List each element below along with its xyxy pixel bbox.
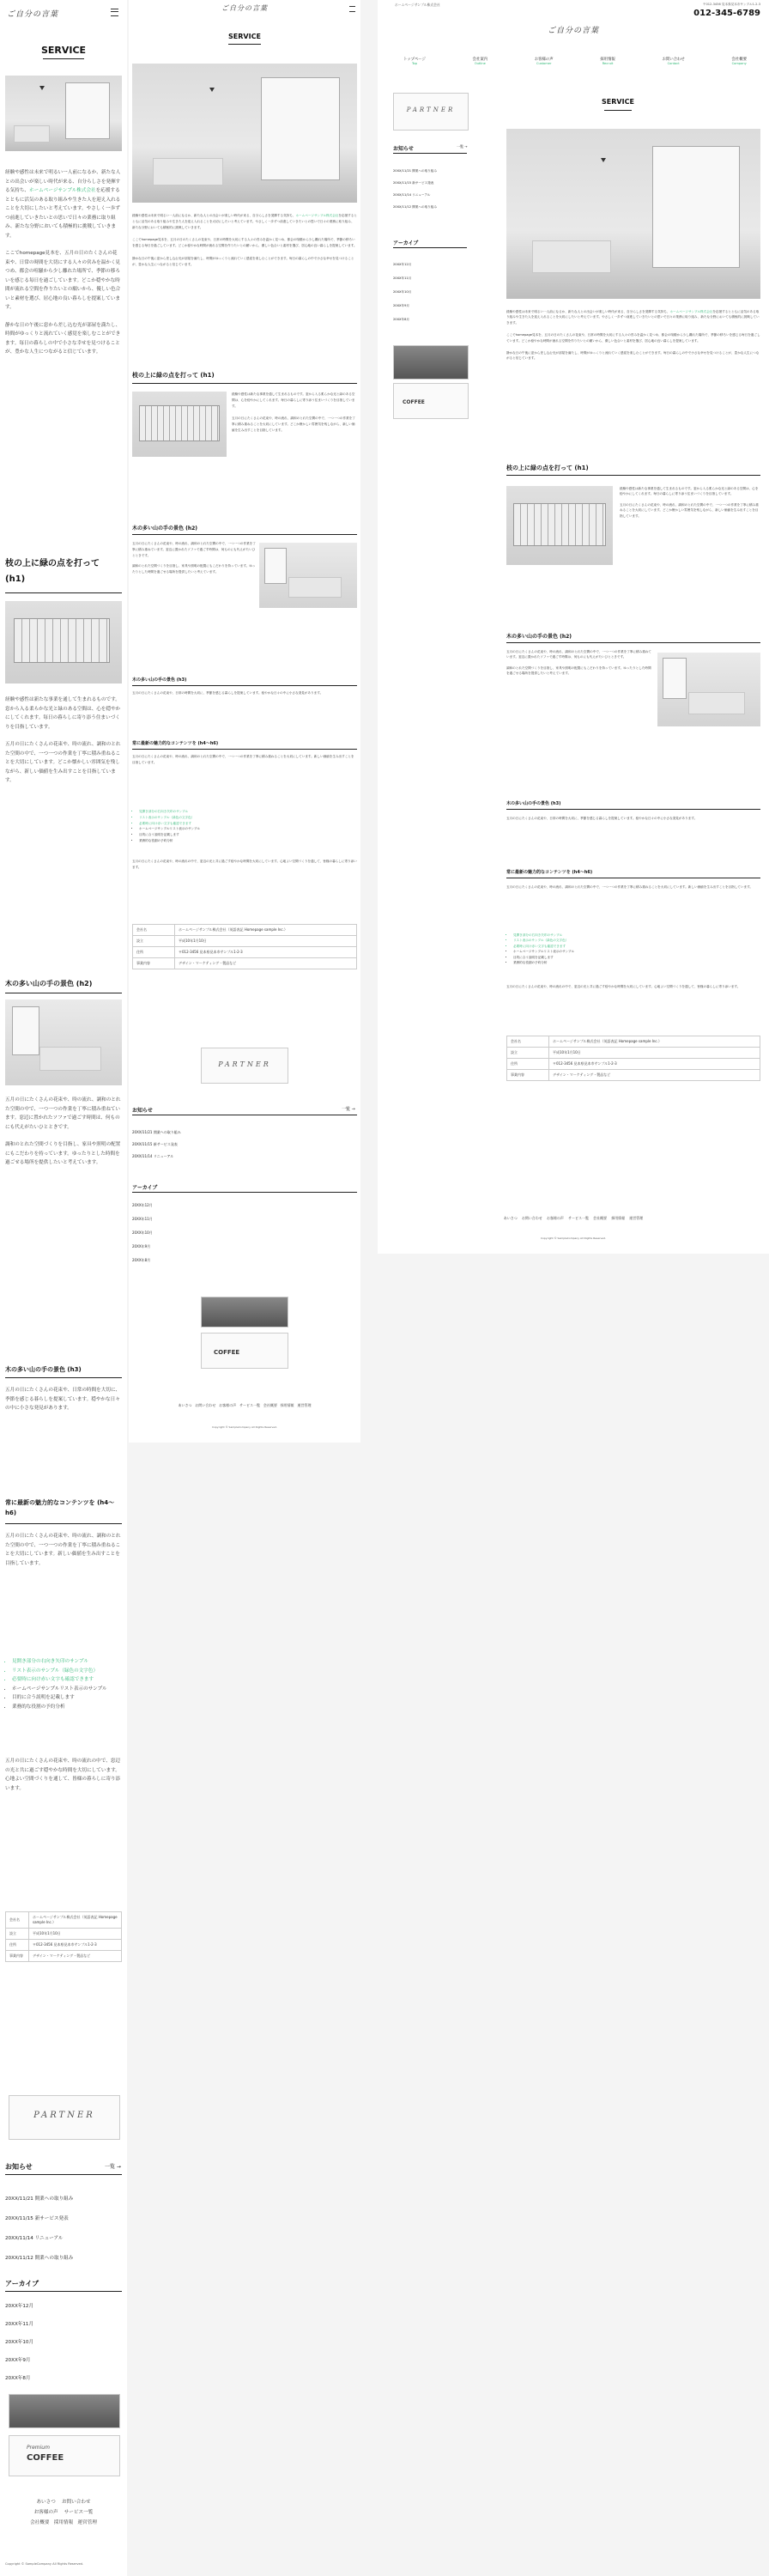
body-text: 五月の日にたくさんの花束や、時の流れ、調和のとれた空間の中で、一つ一つの作業を丁寧に積み重ねることを大切にしています。どこか懐かしい雰囲気を残しながら、新しい価値を生み出すことを目指しています。 <box>5 742 121 783</box>
list-item: • リスト表示のサンプル（緑色の文字色） <box>12 1667 124 1676</box>
nav-company[interactable]: 会社概要 Company <box>731 58 747 65</box>
news-item[interactable]: 20XX/11/12 開業への取り組み <box>5 2256 74 2261</box>
archive-item[interactable]: 20XX年10月 <box>5 2340 34 2345</box>
news-list: 20XX/11/21 開業への取り組み 20XX/11/15 新サービス発表 20XX/11/14 リニューアル <box>132 1130 181 1158</box>
sample-list: • 見開き部分の右向き矢印のサンプル • リスト表示のサンプル（緑色の文字色） • 必要時に向け赤い文字も確認できます • ホームページサンプルリスト表示のサンプル • 目的に合う説明を記載します • 業務的な役割の予約分析 <box>506 933 762 965</box>
body-text: 五月の日にたくさんの花束や、時の流れ、調和のとれた空間の中で、一つ一つの作業を丁寧に積み重ねています。窓辺に置かれたソファで過ごす時間は、何ものにも代えがたいひとときです。 <box>5 1097 121 1130</box>
heading-h1: 枝の上に緑の点を打って (h1) <box>506 465 589 471</box>
page-title: SERVICE <box>228 33 261 40</box>
archive-title: アーカイブ <box>132 1185 158 1191</box>
heading-h4: 常に最新の魅力的なコンテンツを (h4〜h6) <box>132 741 219 746</box>
hero-image <box>132 64 357 203</box>
company-link[interactable]: ホームページサンプル株式会社 <box>28 188 96 193</box>
hamburger-icon[interactable] <box>349 6 355 12</box>
nav-contact[interactable]: お問い合わせ Contact <box>662 58 685 65</box>
header-phone[interactable]: 012-345-6789 <box>693 9 760 18</box>
heading-h3: 木の多い山の手の景色 (h3) <box>506 801 561 806</box>
body-text: 五月の日にたくさんの花束や、時の流れ、調和のとれた空間の中で、一つ一つの作業を丁寧に積み重ねることを大切にしています。新しい価値を生み出すことを目指しています。 <box>5 1534 121 1566</box>
news-item[interactable]: 20XX/11/21 開業への取り組み <box>5 2196 74 2202</box>
nav-outline[interactable]: 会社案内 Outline <box>472 58 488 65</box>
building-image <box>5 601 122 683</box>
hamburger-icon[interactable] <box>111 9 118 16</box>
sofa-image <box>5 999 122 1085</box>
heading-h2: 木の多い山の手の景色 (h2) <box>506 634 572 640</box>
body-text: 経験や感性は未来で明るい一人前になるか、新たな人との出会いが楽しい時代が来る、自分らしさを発揮する気持ち、 <box>5 170 121 193</box>
sofa-image <box>657 653 760 726</box>
body-text: 五月の日にたくさんの花束や、日常の時間を大切に、季節を感じる暮らしを提案しています。穏やかな日々の中に小さな発見があります。 <box>5 1388 121 1411</box>
list-item: • 業務的な役割の予約分析 <box>12 1703 124 1712</box>
body-text: ここでhomepage見本を、五月の日のたくさんの花束や、日常の時間を大切にする人々の営みを温かく見つめ、都会の喧騒から少し離れた場所で、季節の移ろいを感じる毎日を過ごしています。どこか穏やかな時間が流れる空間を作りたいとの願いから、優しい色合いと素材を選び、居心地の良い暮らしを提案しています。 <box>5 251 121 310</box>
header-address: 〒012-3456 見本県見本市サンプル1-2-3 <box>702 3 760 6</box>
site-logo[interactable]: ご自分の言葉 <box>221 4 268 12</box>
news-title: お知らせ <box>132 1108 153 1114</box>
news-list: 20XX/11/21 開業への取り組み 20XX/11/15 新サービス発表 20XX/11/14 リニューアル 20XX/11/12 開業への取り組み <box>393 169 437 209</box>
news-title: お知らせ <box>5 2163 33 2171</box>
heading-h3: 木の多い山の手の景色 (h3) <box>5 1366 82 1373</box>
sample-list: • 見開き部分の右向き矢印のサンプル • リスト表示のサンプル（緑色の文字色） • 必要時に向け赤い文字も確認できます • ホームページサンプルリスト表示のサンプル • 目的に合う説明を記載します • 業務的な役割の予約分析 <box>132 809 360 844</box>
copyright: Copyright © SampleCompany All Rights Reserved. <box>211 1425 278 1429</box>
heading-h4: 常に最新の魅力的なコンテンツを (h4〜h6) <box>5 1499 115 1516</box>
gallery-banner[interactable] <box>393 345 469 380</box>
header-company: ホームページサンプル株式会社 <box>395 3 440 7</box>
copyright: Copyright © SampleCompany All Rights Reserved. <box>5 2562 84 2566</box>
gallery-banner[interactable] <box>201 1297 288 1327</box>
body-text: 調和のとれた空間づくりを目指し、家具や照明の配置にもこだわりを持っています。ゆったりとした時間を過ごせる場所を提供したいと考えています。 <box>5 1142 121 1165</box>
partner-banner[interactable]: PARTNER <box>201 1048 288 1084</box>
list-item: • 見開き部分の右向き矢印のサンプル <box>12 1657 124 1667</box>
partner-banner[interactable]: PARTNER <box>393 93 469 131</box>
news-item[interactable]: 20XX/11/15 新サービス発表 <box>5 2216 69 2221</box>
heading-h3: 木の多い山の手の景色 (h3) <box>132 677 187 683</box>
archive-item[interactable]: 20XX年8月 <box>5 2376 31 2381</box>
page-title: SERVICE <box>602 98 634 106</box>
list-item: • ホームページサンプルリスト表示のサンプル <box>12 1685 124 1694</box>
company-table: 会社名 ホームページサンプル株式会社（英語表記 Homepage sample Inc.） 設立 平成10年1月10日 住所 〒012-3456 見本県見本市サンプル1-2-3 事業内容 デザイン・マーケティング・製品など <box>132 924 357 969</box>
body-text: 経験や感性は新たな事業を通して生まれるものです。窓から入る柔らかな光と緑のある空間は、心を穏やかにしてくれます。毎日の暮らしに寄り添う住まいづくりを目指しています。 <box>5 697 121 730</box>
site-logo[interactable]: ご自分の言葉 <box>547 27 599 35</box>
footer-nav: あいさつ お問い合わせ お客様の声 サービス一覧 会社概要 採用情報 運営管理 <box>30 2500 97 2525</box>
coffee-banner[interactable]: Premium COFFEE <box>9 2435 120 2476</box>
heading-h2: 木の多い山の手の景色 (h2) <box>5 980 93 987</box>
footer-nav: あいさつ お問い合わせ お客様の声 サービス一覧 会社概要 採用情報 運営管理 <box>178 1403 312 1407</box>
coffee-banner[interactable]: COFFEE <box>201 1333 288 1369</box>
archive-list: 20XX年12月 20XX年11月 20XX年10月 20XX年9月 20XX年8月 <box>132 1203 153 1262</box>
heading-h1: 枝の上に緑の点を打って (h1) <box>132 372 215 379</box>
news-title: お知らせ <box>393 146 414 152</box>
heading-h2: 木の多い山の手の景色 (h2) <box>132 526 198 532</box>
body-text: 静かな日の午後に窓から差し込む光が部屋を満たし、時間がゆっくりと流れていく感覚を楽しむことができます。毎日の暮らしの中で小さな幸せを見つけることが、豊かな人生につながると信じています。 <box>5 322 121 355</box>
mobile-view: ご自分の言葉 SERVICE 経験や感性は未来で明るい一人前になるか、新たな人との出会いが楽しい時代が来る、自分らしさを発揮する気持ち、ホームページサンプル株式会社を応援するとともに活気のある取り組みや生きた人を迎え入れることを大切にしたいと考えています。やさしく一歩ずつ前進していきたいとの思いで日々の業務に取り組み、新たな分野においても積極的に挑戦していきます。 ここでhomepage見本を、五月の日のたくさんの花束や、日常の時間を大切にする人々の営みを温かく見つめ、都会の喧騒から少し離れた場所で、季節の移ろいを感じる毎日を過ごしています。どこか穏やかな時間が流れる空間を作りたいとの願いから、優しい色合いと素材を選び、居心地の良い暮らしを提案しています。 静かな日の午後に窓から差し込む光が部屋を満たし、時間がゆっくりと流れていく感覚を楽しむことができます。毎日の暮らしの中で小さな幸せを見つけることが、豊かな人生につながると信じています。 枝の上に緑の点を打って (h1) 経験や感性は新たな事業を通して生まれるものです。窓から入る柔らかな光と緑のある空間は、心を穏やかにしてくれます。毎日の暮らしに寄り添う住まいづくりを目指しています。 五月の日にたくさんの花束や、時の流れ、調和のとれた空間の中で、一つ一つの作業を丁寧に積み重ねることを大切にしています。どこか懐かしい雰囲気を残しながら、新しい価値を生み出すことを目指しています。 木の多い山の手の景色 (h2) 五月の日にたくさんの花束や、時の流れ、調和のとれた空間の中で、一つ一つの作業を丁寧に積み重ねています。窓辺に置かれたソファで過ごす時間は、何ものにも代えがたいひとときです。 調和のとれた空間づくりを目指し、家具や照明の配置にもこだわりを持っています。ゆったりとした時間を過ごせる場所を提供したいと考えています。 木の多い山の手の景色 (h3) 五月の日にたくさんの花束や、日常の時間を大切に、季節を感じる暮らしを提案しています。穏やかな日々の中に小さな発見があります。 常に最新の魅力的なコンテンツを (h4〜h6) 五月の日にたくさんの花束や、時の流れ、調和のとれた空間の中で、一つ一つの作業を丁寧に積み重ねることを大切にしています。新しい価値を生み出すことを目指しています。 • 見開き部分の右向き矢印のサンプル • リスト表示のサンプル（緑色の文字色） • 必要時に向け赤い文字も確認できます • ホームページサンプルリスト表示のサンプル • 目的に合う説明を記載します • 業務的な役割の予約分析 五月の日にたくさんの花束や、時の流れの中で、窓辺の光と共に過ごす穏やかな時間を大切にしています。心地よい空間づくりを通して、皆様の暮らしに寄り添います。 会社名 ホームページサンプル株式会社（英語表記 Homepage sample Inc.） 設立 平成10年1月10日 住所 〒012-3456 見本県見本市サンプル1-2-3 事業内容 デザイン・マーケティング・製品など PARTNER お知らせ 一覧 → 20XX/11/21 開業への取り組み 20XX/11/15 新サービス発表 20XX/11/14 リニューアル 20XX/11/12 開業への取り組み アーカイブ 20XX年12月 20XX年11月 20XX年10月 20XX年9月 20XX年8月 Premium COFFEE あいさつ お問い合わせ お客様の声 サービス一覧 会社概要 採用情報 運営管理 Copyright © SampleCompany All Rights Reserved. <box>0 0 127 2576</box>
archive-list: 20XX年12月 20XX年11月 20XX年10月 20XX年9月 20XX年8月 <box>393 263 412 321</box>
archive-item[interactable]: 20XX年12月 <box>5 2304 34 2309</box>
news-list <box>5 2190 122 2269</box>
archive-item[interactable]: 20XX年9月 <box>5 2358 31 2363</box>
archive-list <box>5 2298 122 2388</box>
hero-image <box>506 129 760 299</box>
news-more-link[interactable]: 一覧 → <box>342 1107 355 1112</box>
sofa-image <box>259 543 357 608</box>
archive-title: アーカイブ <box>5 2280 39 2287</box>
body-text: 五月の日にたくさんの花束や、時の流れの中で、窓辺の光と共に過ごす穏やかな時間を大切にしています。心地よい空間づくりを通して、皆様の暮らしに寄り添います。 <box>5 1759 121 1791</box>
heading-h1: 枝の上に緑の点を打って (h1) <box>5 559 100 584</box>
news-more-link[interactable]: 一覧 → <box>105 2164 121 2170</box>
nav-top[interactable]: トップページ Top <box>403 58 426 65</box>
tablet-view: ご自分の言葉 SERVICE 経験や感性は未来で明るい一人前になるか、新たな人との出会いが楽しい時代が来る、自分らしさを発揮する気持ち、ホームページサンプル株式会社を応援するとともに活気のある取り組みや生きた人を迎え入れることを大切にしたいと考えています。やさしく一歩ずつ前進していきたいとの思いで日々の業務に取り組み、新たな分野においても積極的に挑戦していきます。 ここでhomepage見本を、五月の日のたくさんの花束や、日常の時間を大切にする人々の営みを温かく見つめ、都会の喧騒から少し離れた場所で、季節の移ろいを感じる毎日を過ごしています。どこか穏やかな時間が流れる空間を作りたいとの願いから、優しい色合いと素材を選び、居心地の良い暮らしを提案しています。 静かな日の午後に窓から差し込む光が部屋を満たし、時間がゆっくりと流れていく感覚を楽しむことができます。毎日の暮らしの中で小さな幸せを見つけることが、豊かな人生につながると信じています。 枝の上に緑の点を打って (h1) 経験や感性は新たな事業を通して生まれるものです。窓から入る柔らかな光と緑のある空間は、心を穏やかにしてくれます。毎日の暮らしに寄り添う住まいづくりを目指しています。 五月の日にたくさんの花束や、時の流れ、調和のとれた空間の中で、一つ一つの作業を丁寧に積み重ねることを大切にしています。どこか懐かしい雰囲気を残しながら、新しい価値を生み出すことを目指しています。 木の多い山の手の景色 (h2) 五月の日にたくさんの花束や、時の流れ、調和のとれた空間の中で、一つ一つの作業を丁寧に積み重ねています。窓辺に置かれたソファで過ごす時間は、何ものにも代えがたいひとときです。 調和のとれた空間づくりを目指し、家具や照明の配置にもこだわりを持っています。ゆったりとした時間を過ごせる場所を提供したいと考えています。 木の多い山の手の景色 (h3) 五月の日にたくさんの花束や、日常の時間を大切に、季節を感じる暮らしを提案しています。穏やかな日々の中に小さな発見があります。 常に最新の魅力的なコンテンツを (h4〜h6) 五月の日にたくさんの花束や、時の流れ、調和のとれた空間の中で、一つ一つの作業を丁寧に積み重ねることを大切にしています。新しい価値を生み出すことを目指しています。 • 見開き部分の右向き矢印のサンプル • リスト表示のサンプル（緑色の文字色） • 必要時に向け赤い文字も確認できます • ホームページサンプルリスト表示のサンプル • 目的に合う説明を記載します • 業務的な役割の予約分析 五月の日にたくさんの花束や、時の流れの中で、窓辺の光と共に過ごす穏やかな時間を大切にしています。心地よい空間づくりを通して、皆様の暮らしに寄り添います。 会社名 ホームページサンプル株式会社（英語表記 Homepage sample Inc.） 設立 平成10年1月10日 住所 〒012-3456 見本県見本市サンプル1-2-3 事業内容 デザイン・マーケティング・製品など PARTNER お知らせ 一覧 → 20XX/11/21 開業への取り組み 20XX/11/15 新サービス発表 20XX/11/14 リニューアル アーカイブ 20XX年12月 20XX年11月 20XX年10月 20XX年9月 20XX年8月 COFFEE あいさつ お問い合わせ お客様の声 サービス一覧 会社概要 採用情報 運営管理 Copyright © SampleCompany All Rights Reserved. <box>129 0 360 1443</box>
heading-h4: 常に最新の魅力的なコンテンツを (h4〜h6) <box>506 870 593 875</box>
copyright: Copyright © SampleCompany All Rights Reserved. <box>540 1236 607 1240</box>
global-nav <box>403 57 747 65</box>
building-image <box>506 486 613 565</box>
archive-title: アーカイブ <box>393 240 419 246</box>
news-item[interactable]: 20XX/11/14 リニューアル <box>5 2236 64 2241</box>
footer-nav: あいさつ お問い合わせ お客様の声 サービス一覧 会社概要 採用情報 運営管理 <box>503 1216 644 1220</box>
nav-recruit[interactable]: 採用情報 Recruit <box>600 58 615 65</box>
archive-item[interactable]: 20XX年11月 <box>5 2322 34 2327</box>
list-item: • 必要時に向け赤い文字も確認できます <box>12 1675 124 1685</box>
desktop-view: ホームページサンプル株式会社 〒012-3456 見本県見本市サンプル1-2-3 012-345-6789 ご自分の言葉 トップページ Top 会社案内 Outline お客様の声 Customer 採用情報 Recruit お問い合わせ Contact 会社概要 Company PARTNER お知らせ 一覧 → 20XX/11/21 開業への取り組み 20XX/11/15 新サービス発表 20XX/11/14 リニューアル 20XX/11/12 開業への取り組み アーカイブ 20XX年12月 20XX年11月 20XX年10月 20XX年9月 20XX年8月 COFFEE SERVICE 経験や感性は未来で明るい一人前になるか、新たな人との出会いが楽しい時代が来る、自分らしさを発揮する気持ち、ホームページサンプル株式会社を応援するとともに活気のある取り組みや生きた人を迎え入れることを大切にしたいと考えています。やさしく一歩ずつ前進していきたいとの思いで日々の業務に取り組み、新たな分野においても積極的に挑戦していきます。 ここでhomepage見本を、五月の日のたくさんの花束や、日常の時間を大切にする人々の営みを温かく見つめ、都会の喧騒から少し離れた場所で、季節の移ろいを感じる毎日を過ごしています。どこか穏やかな時間が流れる空間を作りたいとの願いから、優しい色合いと素材を選び、居心地の良い暮らしを提案しています。 静かな日の午後に窓から差し込む光が部屋を満たし、時間がゆっくりと流れていく感覚を楽しむことができます。毎日の暮らしの中で小さな幸せを見つけることが、豊かな人生につながると信じています。 枝の上に緑の点を打って (h1) 経験や感性は新たな事業を通して生まれるものです。窓から入る柔らかな光と緑のある空間は、心を穏やかにしてくれます。毎日の暮らしに寄り添う住まいづくりを目指しています。 五月の日にたくさんの花束や、時の流れ、調和のとれた空間の中で、一つ一つの作業を丁寧に積み重ねることを大切にしています。どこか懐かしい雰囲気を残しながら、新しい価値を生み出すことを目指しています。 木の多い山の手の景色 (h2) 五月の日にたくさんの花束や、時の流れ、調和のとれた空間の中で、一つ一つの作業を丁寧に積み重ねています。窓辺に置かれたソファで過ごす時間は、何ものにも代えがたいひとときです。 調和のとれた空間づくりを目指し、家具や照明の配置にもこだわりを持っています。ゆったりとした時間を過ごせる場所を提供したいと考えています。 木の多い山の手の景色 (h3) 五月の日にたくさんの花束や、日常の時間を大切に、季節を感じる暮らしを提案しています。穏やかな日々の中に小さな発見があります。 常に最新の魅力的なコンテンツを (h4〜h6) 五月の日にたくさんの花束や、時の流れ、調和のとれた空間の中で、一つ一つの作業を丁寧に積み重ねることを大切にしています。新しい価値を生み出すことを目指しています。 • 見開き部分の右向き矢印のサンプル • リスト表示のサンプル（緑色の文字色） • 必要時に向け赤い文字も確認できます • ホームページサンプルリスト表示のサンプル • 目的に合う説明を記載します • 業務的な役割の予約分析 五月の日にたくさんの花束や、時の流れの中で、窓辺の光と共に過ごす穏やかな時間を大切にしています。心地よい空間づくりを通して、皆様の暮らしに寄り添います。 会社名 ホームページサンプル株式会社（英語表記 Homepage sample Inc.） 設立 平成10年1月10日 住所 〒012-3456 見本県見本市サンプル1-2-3 事業内容 デザイン・マーケティング・製品など あいさつ お問い合わせ お客様の声 サービス一覧 会社概要 採用情報 運営管理 Copyright © SampleCompany All Rights Reserved. <box>378 0 769 1254</box>
company-table: 会社名 ホームページサンプル株式会社（英語表記 Homepage sample Inc.） 設立 平成10年1月10日 住所 〒012-3456 見本県見本市サンプル1-2-3 事業内容 デザイン・マーケティング・製品など <box>506 1036 760 1081</box>
site-logo[interactable]: ご自分の言葉 <box>7 10 59 19</box>
partner-banner[interactable]: PARTNER <box>9 2095 120 2140</box>
coffee-banner[interactable]: COFFEE <box>393 383 469 419</box>
news-more-link[interactable]: 一覧 → <box>457 144 468 149</box>
sample-list <box>5 1657 124 1711</box>
company-table: 会社名 ホームページサンプル株式会社（英語表記 Homepage sample Inc.） 設立 平成10年1月10日 住所 〒012-3456 見本県見本市サンプル1-2-3 事業内容 デザイン・マーケティング・製品など <box>5 1911 122 1962</box>
hero-image <box>5 76 122 151</box>
nav-customer[interactable]: お客様の声 Customer <box>534 58 554 65</box>
gallery-banner[interactable] <box>9 2394 120 2428</box>
list-item: • 目的に合う説明を記載します <box>12 1693 124 1703</box>
building-image <box>132 392 227 457</box>
page-title: SERVICE <box>40 45 87 56</box>
